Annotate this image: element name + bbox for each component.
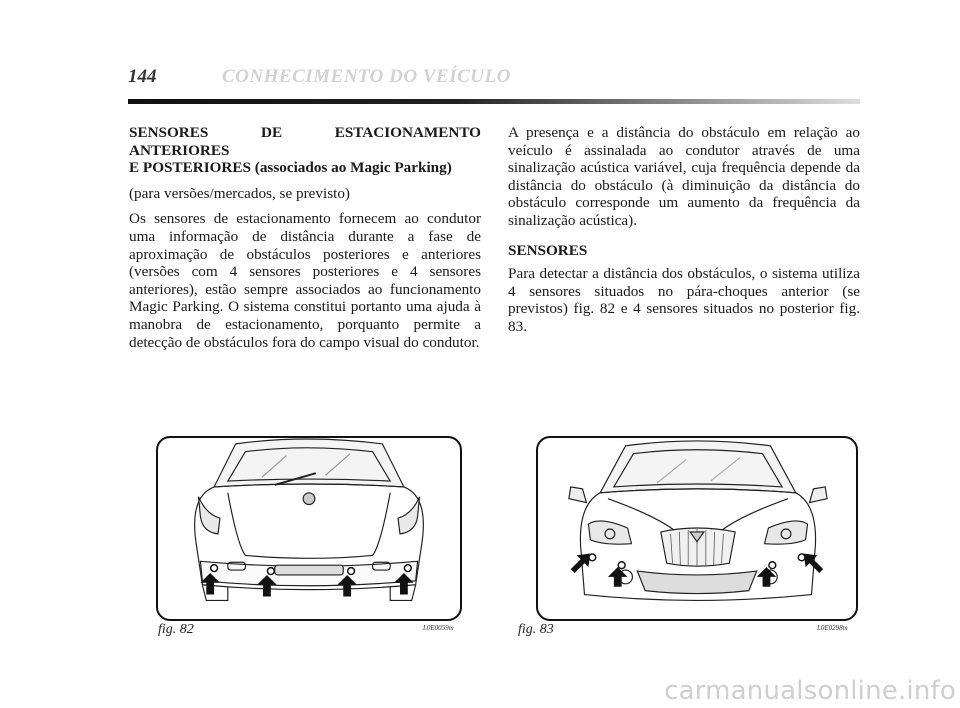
- figure-82-code: L0E0059m: [423, 624, 454, 632]
- sensors-paragraph: Para detectar a distância dos obstáculos, o sistema utiliza 4 sensores situados no pára-choques anterior (se previstos) fig. 82 e 4 sensores situados no posterior fig. 83.: [508, 265, 860, 335]
- page-number: 144: [128, 66, 157, 87]
- intro-paragraph: Os sensores de estacionamento fornecem ao condutor uma informação de distância durante a fase de aproximação de obstáculos posteriores e anteriores (versões com 4 sensores posteriores e 4 sensores anteriores), estão sempre associados ao funcionamento Magic Parking. O sistema constitui portanto uma ajuda à manobra de estacionamento, porquanto permite a detecção de obstáculos fora do campo visual do condutor.: [129, 210, 481, 351]
- version-note: (para versões/mercados, se previsto): [129, 184, 350, 202]
- figure-front-sensors: [536, 436, 858, 621]
- front-car-illustration: [538, 438, 856, 619]
- signal-paragraph: A presença e a distância do obstáculo em relação ao veículo é assinalada ao condutor através de uma sinalização acústica variável, cuja frequência depende da distância do obstáculo (à diminuição da distância do obstáculo corresponde um aumento da frequência da sinalização acústica).: [508, 124, 860, 229]
- rear-car-illustration: [158, 438, 460, 619]
- figure-83-caption: fig. 83: [518, 622, 554, 637]
- left-column: [129, 124, 481, 359]
- header-rule: [128, 99, 860, 104]
- chapter-title: CONHECIMENTO DO VEÍCULO: [222, 66, 511, 87]
- figure-82-caption: fig. 82: [158, 622, 194, 637]
- figure-rear-sensors: [156, 436, 462, 621]
- watermark: carmanualsonline.info: [664, 676, 956, 706]
- heading-line-2: E POSTERIORES (associados ao Magic Parking): [129, 159, 452, 177]
- figure-83-code: L0E0298m: [817, 624, 848, 632]
- section-heading: [129, 124, 481, 177]
- heading-line-1: SENSORES DE ESTACIONAMENTO ANTERIORES: [129, 124, 481, 159]
- sensors-heading: SENSORES: [508, 241, 588, 259]
- right-column: [508, 124, 860, 344]
